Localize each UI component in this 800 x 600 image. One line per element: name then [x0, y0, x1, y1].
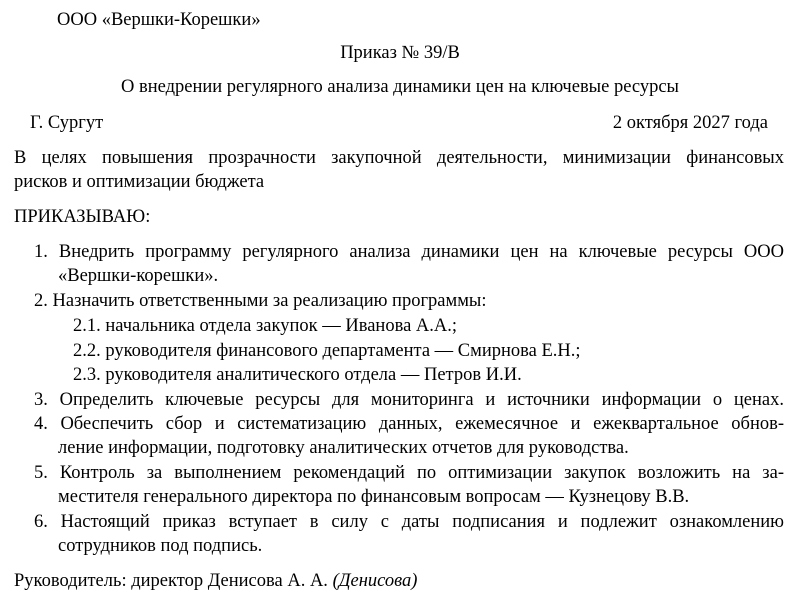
item-5-line-2: местителя генерального директора по финансовым вопросам — Кузнецову В.В.	[58, 487, 690, 507]
organization-name: ООО «Вершки-Корешки»	[57, 10, 261, 30]
command-word: ПРИКАЗЫВАЮ:	[14, 207, 151, 227]
item-6-line-2: сотрудников под подпись.	[58, 536, 263, 556]
item-5-line-1: 5. Контроль за выполнением рекомендаций по оптимизации закупок возложить на за-	[34, 463, 784, 483]
item-2-sub-2: 2.2. руководителя финансового департамента — Смирнова Е.Н.;	[73, 341, 581, 361]
preamble-line-2: рисков и оптимизации бюджета	[14, 172, 265, 192]
item-1-line-2: «Вершки-корешки».	[58, 266, 219, 286]
item-6-line-1: 6. Настоящий приказ вступает в силу с даты подписания и подлежит ознакомлению	[34, 512, 784, 532]
city: Г. Сургут	[30, 113, 104, 133]
preamble-line-1: В целях повышения прозрачности закупочной деятельности, минимизации финансовых	[14, 148, 784, 168]
signature-block	[14, 570, 417, 592]
order-subject: О внедрении регулярного анализа динамики цен на ключевые ресурсы	[121, 77, 679, 97]
item-1-line-1: 1. Внедрить программу регулярного анализа динамики цен на ключевые ресурсы ООО	[34, 242, 784, 262]
item-3-line-1: 3. Определить ключевые ресурсы для мониторинга и источники информации о ценах.	[34, 390, 784, 410]
item-2-sub-3: 2.3. руководителя аналитического отдела — Петров И.И.	[73, 365, 522, 385]
signature-label: Руководитель: директор Денисова А. А.	[14, 571, 333, 591]
order-date: 2 октября 2027 года	[612, 113, 768, 133]
item-2-line-1: 2. Назначить ответственными за реализацию программы:	[34, 291, 487, 311]
place-date-row	[30, 112, 768, 134]
item-4-line-1: 4. Обеспечить сбор и систематизацию данных, ежемесячное и ежеквартальное обнов-	[34, 414, 784, 434]
signature-name: (Денисова)	[332, 571, 418, 591]
order-title: Приказ № 39/В	[340, 43, 460, 63]
item-4-line-2: ление информации, подготовку аналитических отчетов для руководства.	[58, 438, 629, 458]
item-2-sub-1: 2.1. начальника отдела закупок — Иванова А.А.;	[73, 316, 458, 336]
